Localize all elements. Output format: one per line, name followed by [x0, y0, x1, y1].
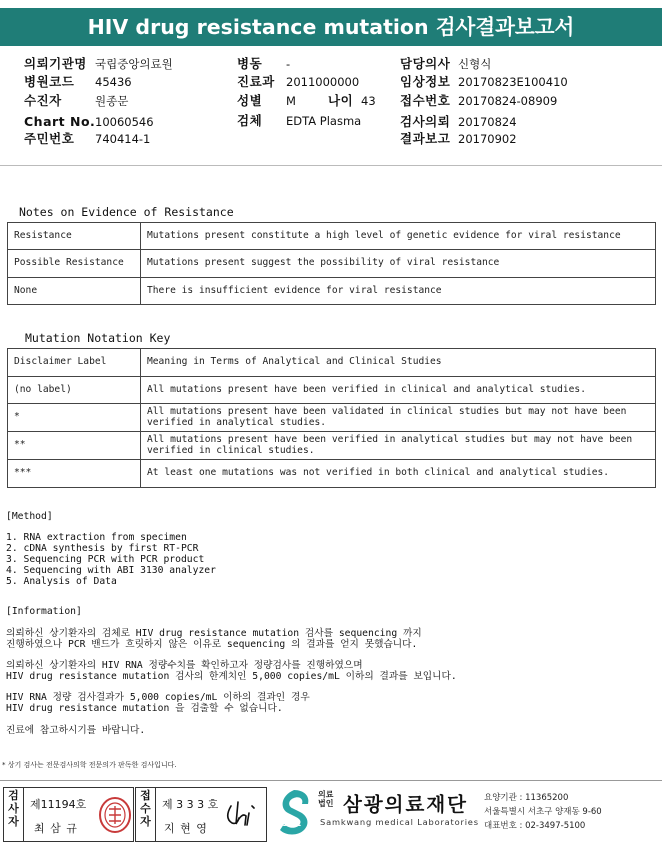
information-line: HIV drug resistance mutation 을 검출할 수 없습니다.: [6, 703, 283, 714]
doctor-label: 담당의사: [400, 56, 451, 71]
notation-label-cell: **: [8, 432, 141, 460]
ward-label: 병동: [237, 56, 263, 71]
org-care-code: 요양기관 : 11365200: [484, 793, 569, 803]
request-date-value: 20170824: [458, 115, 517, 129]
report-date-label: 결과보고: [400, 131, 451, 146]
notation-header-text: Meaning in Terms of Analytical and Clinical Studies: [141, 349, 656, 377]
receiver-license: 제 3 3 3 호: [162, 798, 219, 811]
org-contact: [484, 791, 602, 833]
information-line: 의뢰하신 상기환자의 검체로 HIV drug resistance mutation 검사를 sequencing 까지: [6, 628, 422, 639]
patient-value: 원종문: [95, 94, 129, 108]
org-tag: [318, 790, 333, 808]
resident-no-value: 740414-1: [95, 132, 151, 146]
receiver-signature-box: [135, 787, 267, 842]
report-title: HIV drug resistance mutation 검사결과보고서: [0, 8, 662, 46]
org-name-ko: 삼광의료재단: [343, 793, 469, 816]
method-step: 4. Sequencing with ABI 3130 analyzer: [6, 565, 216, 576]
info-divider: [0, 165, 662, 166]
table-row: [8, 278, 656, 305]
information-closing: 진료에 참고하시기를 바랍니다.: [6, 725, 146, 736]
method-step: 3. Sequencing PCR with PCR product: [6, 554, 205, 565]
resident-no-label: 주민번호: [24, 131, 75, 146]
specimen-label: 검체: [237, 113, 263, 128]
chart-no-label: Chart No.: [24, 114, 96, 129]
notation-text-cell: All mutations present have been validated in clinical studies but may not have been verified in analytical studies.: [141, 404, 656, 432]
patient-label: 수진자: [24, 93, 62, 108]
table-row: [8, 432, 656, 460]
sex-label: 성별: [237, 93, 263, 108]
table-row: [8, 349, 656, 377]
information-line: HIV RNA 정량 검사결과가 5,000 copies/mL 이하의 결과인 경우: [6, 692, 310, 703]
chart-no-value: 10060546: [95, 115, 154, 129]
notation-text-cell: All mutations present have been verified in analytical studies but may not have been verified in clinical studies.: [141, 432, 656, 460]
examiner-license: 제11194호: [30, 798, 87, 811]
table-row: [8, 404, 656, 432]
org-name-en: Samkwang medical Laboratories: [320, 817, 479, 827]
org-tag-line2: 법인: [318, 799, 334, 808]
footnote: * 상기 검사는 전문검사의학 전문의가 판독한 검사입니다.: [2, 761, 177, 769]
org-phone: 대표번호 : 02-3497-5100: [484, 821, 586, 831]
method-step: 5. Analysis of Data: [6, 576, 117, 587]
specimen-value: EDTA Plasma: [286, 114, 362, 128]
logo-text: SML: [282, 819, 301, 828]
method-step: 2. cDNA synthesis by first RT-PCR: [6, 543, 199, 554]
notes-title: Notes on Evidence of Resistance: [19, 205, 234, 219]
notation-label-cell: ***: [8, 460, 141, 488]
table-row: [8, 223, 656, 250]
footer-divider: [0, 780, 662, 781]
department-value: 2011000000: [286, 75, 360, 89]
information-line: HIV drug resistance mutation 검사의 한계치인 5,000 copies/mL 이하의 결과를 보입니다.: [6, 671, 457, 682]
table-row: [8, 460, 656, 488]
notation-header-label: Disclaimer Label: [8, 349, 141, 377]
method-step: 1. RNA extraction from specimen: [6, 532, 187, 543]
information-line: 진행하였으나 PCR 밴드가 흐릿하지 않은 이유로 sequencing 의 결과를 얻지 못했습니다.: [6, 639, 418, 650]
table-row: [8, 377, 656, 404]
information-line: 의뢰하신 상기환자의 HIV RNA 정량수치를 확인하고자 정량검사를 진행하였으며: [6, 660, 363, 671]
information-heading: [Information]: [6, 606, 82, 617]
patient-info: [0, 52, 662, 164]
doctor-value: 신형식: [458, 57, 492, 71]
org-tag-line1: 의료: [318, 790, 334, 799]
notation-text-cell: At least one mutations was not verified in both clinical and analytical studies.: [141, 460, 656, 488]
receipt-no-label: 접수번호: [400, 93, 451, 108]
notes-table: [7, 222, 656, 305]
notation-label-cell: *: [8, 404, 141, 432]
receiver-heading: 접수자: [136, 788, 156, 841]
org-address: 서울특별시 서초구 양재동 9-60: [484, 807, 602, 817]
institution-value: 국립중앙의료원: [95, 57, 173, 71]
notes-label-cell: Resistance: [8, 223, 141, 250]
age-label: 나이: [328, 93, 354, 108]
notes-label-cell: Possible Resistance: [8, 250, 141, 278]
clinical-info-value: 20170823E100410: [458, 75, 568, 89]
notes-label-cell: None: [8, 278, 141, 305]
institution-label: 의뢰기관명: [24, 56, 87, 71]
sml-logo-icon: [274, 786, 316, 838]
handwritten-signature-icon: [222, 796, 260, 832]
receipt-no-value: 20170824-08909: [458, 94, 558, 108]
request-date-label: 검사의뢰: [400, 114, 451, 129]
notes-text-cell: Mutations present constitute a high level of genetic evidence for viral resistance: [141, 223, 656, 250]
notation-text-cell: All mutations present have been verified in clinical and analytical studies.: [141, 377, 656, 404]
ward-value: -: [286, 57, 291, 71]
sex-value: M: [286, 94, 296, 108]
seal-stamp-icon: [98, 796, 132, 834]
department-label: 진료과: [237, 74, 275, 89]
hospital-code-label: 병원코드: [24, 74, 75, 89]
table-row: [8, 250, 656, 278]
receiver-name: 지 현 영: [164, 822, 208, 835]
age-value: 43: [361, 94, 376, 108]
examiner-heading: 검사자: [4, 788, 24, 841]
report-date-value: 20170902: [458, 132, 517, 146]
notes-text-cell: There is insufficient evidence for viral resistance: [141, 278, 656, 305]
method-heading: [Method]: [6, 511, 53, 522]
notation-label-cell: (no label): [8, 377, 141, 404]
clinical-info-label: 임상정보: [400, 74, 451, 89]
notation-title: Mutation Notation Key: [25, 331, 171, 345]
examiner-name: 최 삼 규: [34, 822, 78, 835]
hospital-code-value: 45436: [95, 75, 132, 89]
notes-text-cell: Mutations present suggest the possibility of viral resistance: [141, 250, 656, 278]
notation-table: [7, 348, 656, 488]
examiner-signature-box: [3, 787, 134, 842]
